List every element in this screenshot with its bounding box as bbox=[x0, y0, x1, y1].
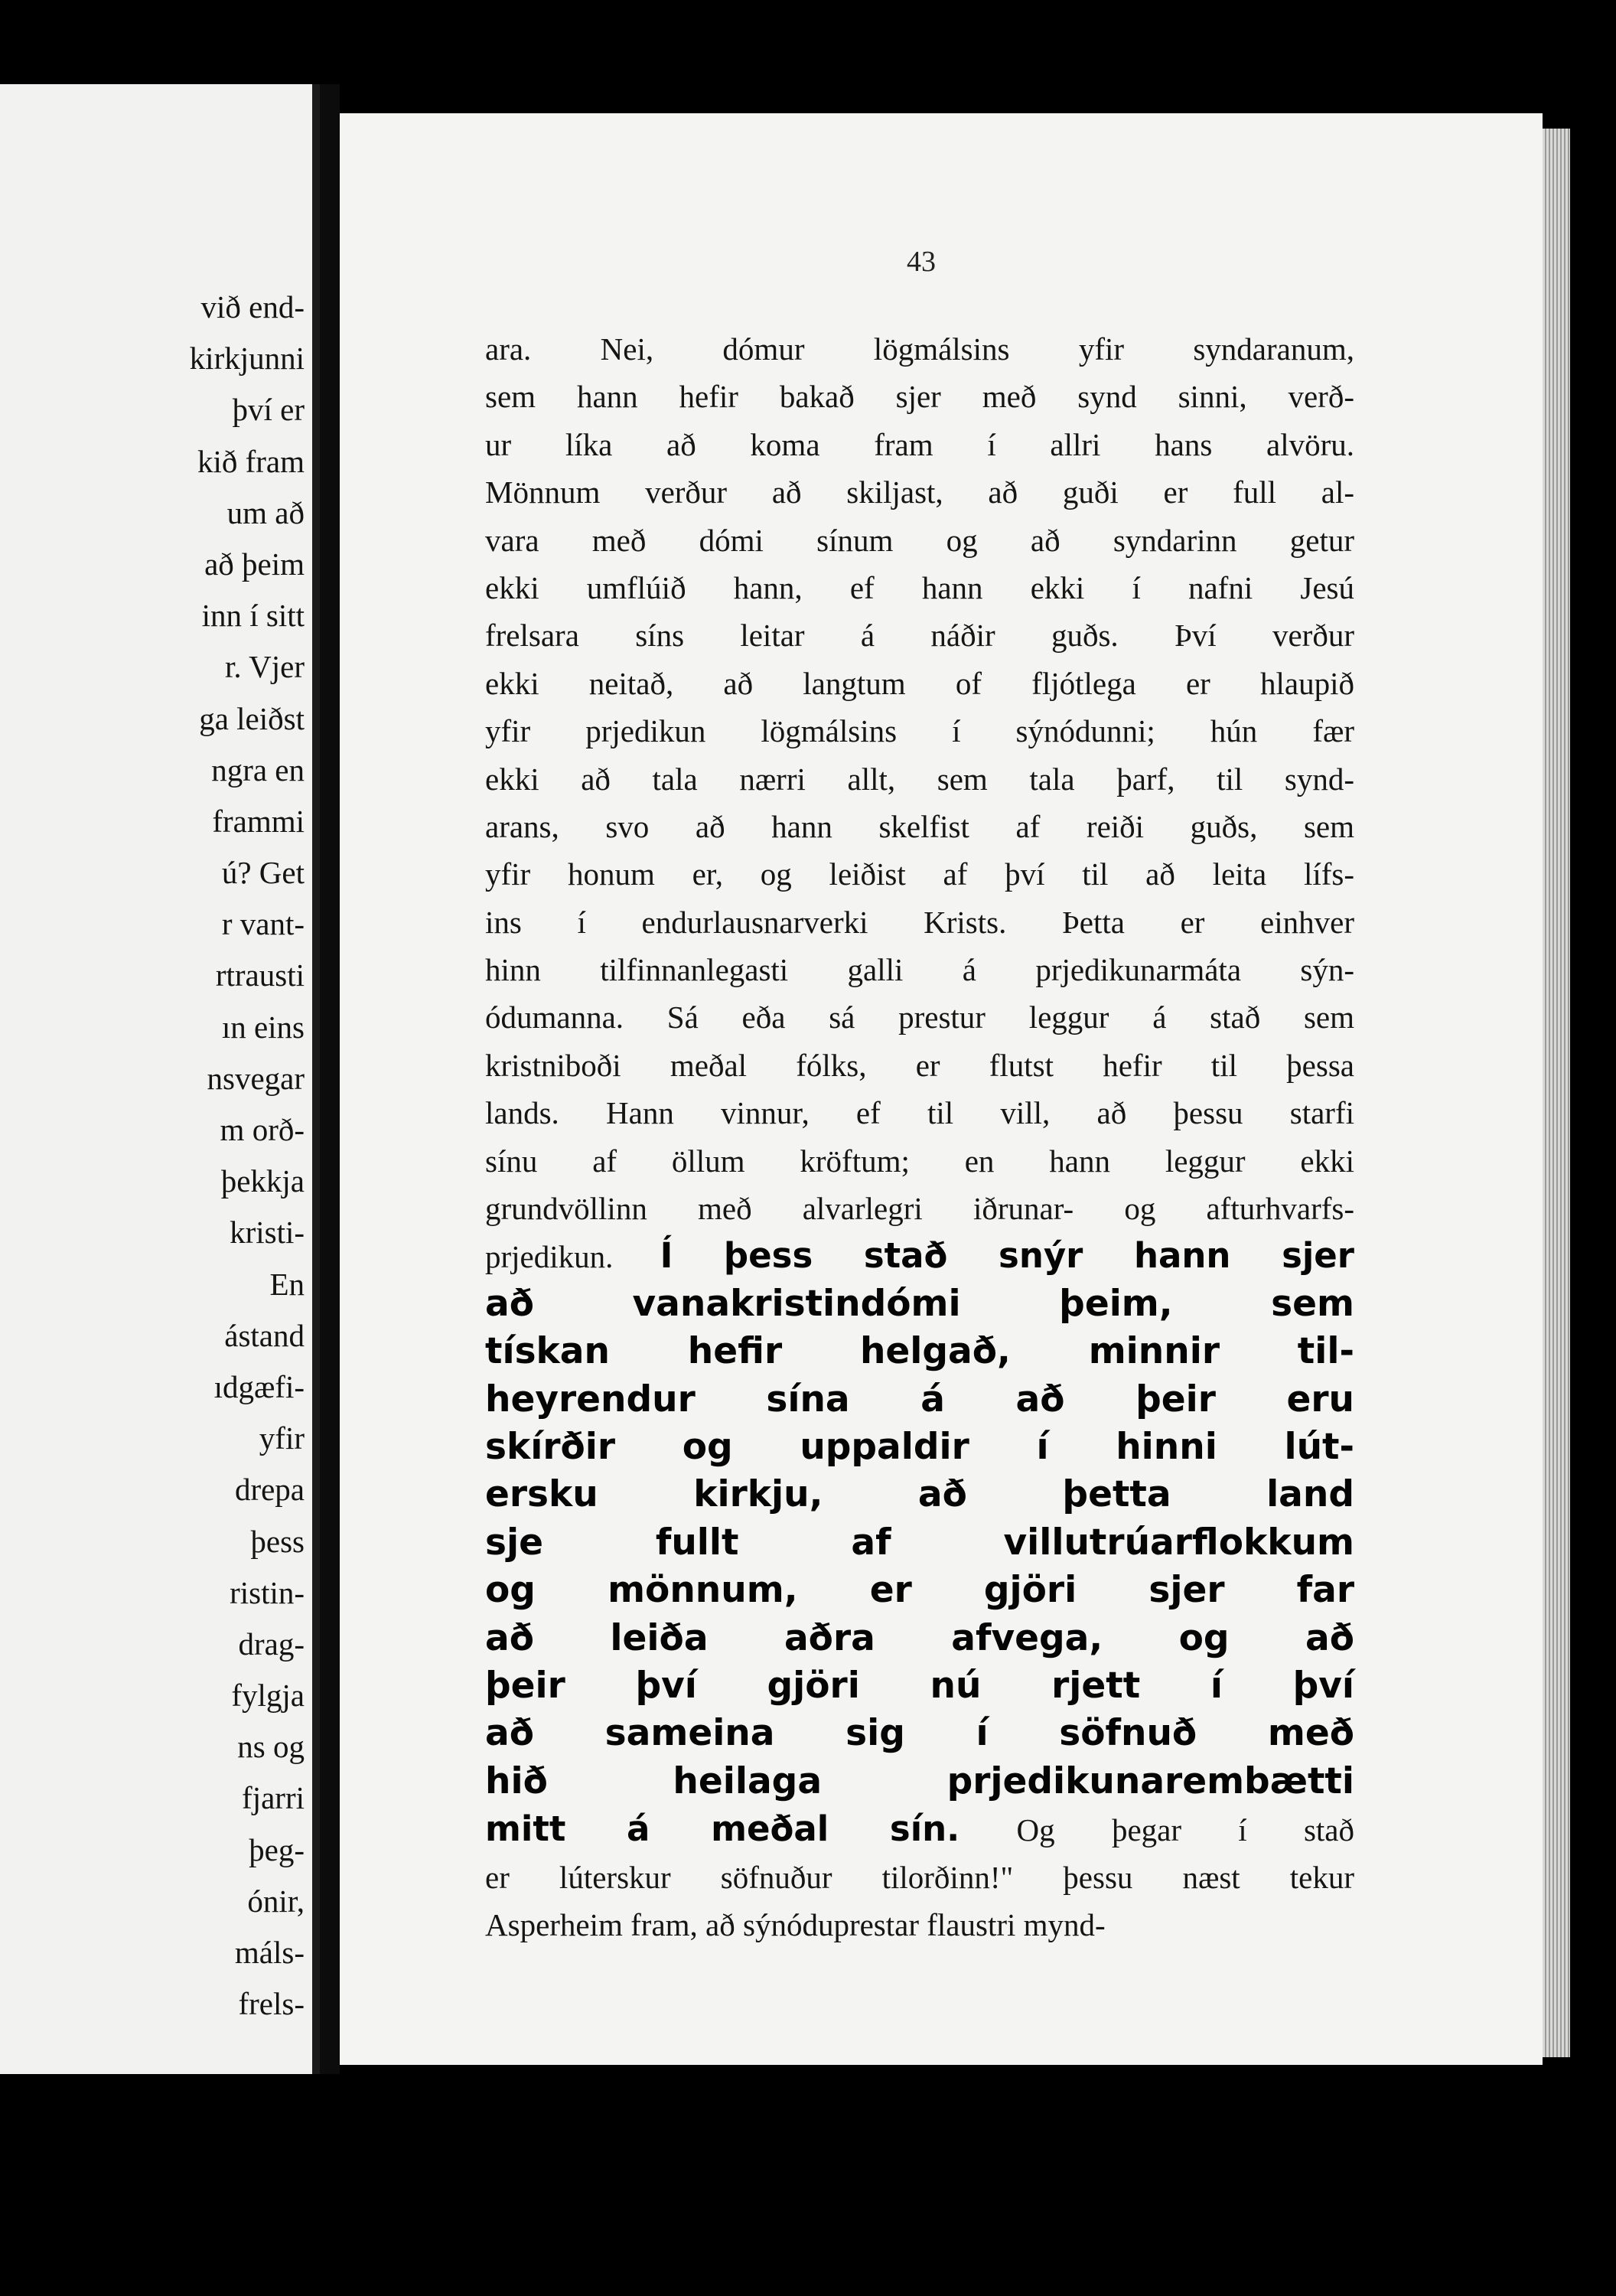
text-line bbox=[485, 850, 1354, 898]
previous-page-line: ngra en bbox=[211, 752, 305, 788]
text-span: arans, svo að hann skelfist af reiði guðs, sem bbox=[485, 808, 1354, 844]
previous-page-line: frammi bbox=[212, 803, 305, 839]
previous-page-line: þess bbox=[250, 1523, 305, 1559]
text-span: frelsara síns leitar á náðir guðs. Því verður bbox=[485, 618, 1354, 654]
text-line bbox=[485, 1042, 1354, 1089]
page-body-text bbox=[485, 325, 1354, 1949]
previous-page-line: m orð- bbox=[220, 1112, 305, 1147]
previous-page-line: þekkja bbox=[220, 1163, 305, 1199]
text-line: ersku kirkju, að þetta land bbox=[485, 1473, 1354, 1516]
previous-page-line: fylgja bbox=[231, 1678, 305, 1714]
text-line bbox=[485, 325, 1354, 373]
text-line bbox=[485, 993, 1354, 1041]
text-span: Mönnum verður að skiljast, að guði er full al- bbox=[485, 475, 1354, 510]
page-number: 43 bbox=[907, 246, 936, 278]
text-line bbox=[485, 1185, 1354, 1232]
previous-page-line: þeg- bbox=[249, 1831, 305, 1867]
text-line bbox=[485, 1232, 1354, 1280]
text-line bbox=[485, 468, 1354, 516]
previous-page-line: því er bbox=[232, 392, 305, 428]
text-line: hið heilaga prjedikunarembætti bbox=[485, 1760, 1354, 1802]
text-span: Og þegar í stað bbox=[960, 1812, 1354, 1848]
text-line bbox=[485, 707, 1354, 755]
text-line bbox=[485, 946, 1354, 993]
text-span: sem hann hefir bakað sjer með synd sinni, verð- bbox=[485, 379, 1354, 415]
previous-page-line: við end- bbox=[200, 289, 305, 325]
text-span: kristniboði meðal fólks, er flutst hefir til þessa bbox=[485, 1047, 1354, 1083]
previous-page-line: nsvegar bbox=[207, 1060, 305, 1096]
previous-page-line: ástand bbox=[224, 1317, 305, 1353]
text-span: yfir prjedikun lögmálsins í sýnódunni; hún fær bbox=[485, 713, 1354, 749]
text-span: ins í endurlausnarverki Krists. Þetta er einhver bbox=[485, 904, 1354, 940]
text-line bbox=[485, 1089, 1354, 1137]
text-line: og mönnum, er gjöri sjer far bbox=[485, 1569, 1354, 1612]
text-span: prjedikun. bbox=[485, 1239, 660, 1275]
previous-page-line: kristi- bbox=[230, 1215, 305, 1251]
text-line bbox=[485, 755, 1354, 803]
text-line bbox=[485, 660, 1354, 707]
previous-page-line: inn í sitt bbox=[201, 598, 305, 634]
previous-page-line: drepa bbox=[234, 1472, 305, 1508]
previous-page-line: ristin- bbox=[230, 1574, 305, 1610]
text-line bbox=[485, 1854, 1354, 1901]
text-line bbox=[485, 564, 1354, 612]
emphasized-text-span: Í þess stað snýr hann sjer bbox=[660, 1235, 1354, 1277]
previous-page-line: r. Vjer bbox=[224, 649, 305, 685]
text-span: yfir honum er, og leiðist af því til að leita lífs- bbox=[485, 856, 1354, 892]
text-line bbox=[485, 612, 1354, 659]
text-line bbox=[485, 1137, 1354, 1185]
previous-page-line: ın eins bbox=[221, 1009, 305, 1045]
text-span: ekki að tala nærri allt, sem tala þarf, til synd- bbox=[485, 761, 1354, 797]
text-line bbox=[485, 899, 1354, 946]
previous-page-text bbox=[0, 282, 305, 2030]
previous-page-line: drag- bbox=[238, 1626, 305, 1662]
text-span: hinn tilfinnanlegasti galli á prjedikunarmáta sýn- bbox=[485, 952, 1354, 988]
book-gutter bbox=[320, 84, 340, 2074]
text-line bbox=[485, 421, 1354, 468]
previous-page-line: að þeim bbox=[204, 546, 305, 582]
text-line: tískan hefir helgað, minnir til- bbox=[485, 1330, 1354, 1373]
text-line bbox=[485, 1901, 1354, 1949]
text-line bbox=[485, 1805, 1354, 1853]
previous-page-line: ns og bbox=[237, 1729, 305, 1765]
text-line: að leiða aðra afvega, og að bbox=[485, 1616, 1354, 1659]
text-line: heyrendur sína á að þeir eru bbox=[485, 1378, 1354, 1420]
page-edges bbox=[1543, 129, 1570, 2057]
previous-page-line: ıdgæfi- bbox=[213, 1368, 305, 1404]
previous-page-line: kið fram bbox=[197, 443, 305, 479]
text-line: skírðir og uppaldir í hinni lút- bbox=[485, 1425, 1354, 1468]
text-line: að sameina sig í söfnuð með bbox=[485, 1712, 1354, 1755]
emphasized-text-span: mitt á meðal sín. bbox=[485, 1808, 960, 1850]
text-span: vara með dómi sínum og að syndarinn getur bbox=[485, 522, 1354, 558]
text-span: ódumanna. Sá eða sá prestur leggur á stað sem bbox=[485, 1000, 1354, 1035]
text-line bbox=[485, 517, 1354, 564]
text-span: lands. Hann vinnur, ef til vill, að þessu starfi bbox=[485, 1095, 1354, 1131]
text-line: að vanakristindómi þeim, sem bbox=[485, 1282, 1354, 1325]
text-span: ekki neitað, að langtum of fljótlega er hlaupið bbox=[485, 665, 1354, 701]
text-span: er lúterskur söfnuður tilorðinn!" þessu næst tekur bbox=[485, 1859, 1354, 1895]
previous-page-line: r vant- bbox=[221, 906, 305, 942]
previous-page-line: kirkjunni bbox=[189, 341, 305, 377]
previous-page-line: ga leiðst bbox=[199, 700, 305, 736]
text-line bbox=[485, 803, 1354, 850]
previous-page-line: fjarri bbox=[242, 1780, 305, 1816]
previous-page-line: ú? Get bbox=[221, 855, 305, 891]
text-line: þeir því gjöri nú rjett í því bbox=[485, 1664, 1354, 1707]
previous-page-line: um að bbox=[226, 494, 305, 530]
previous-page-line: En bbox=[269, 1266, 305, 1302]
previous-page-line: ónir, bbox=[247, 1883, 305, 1919]
text-span: Asperheim fram, að sýnóduprestar flaustri mynd- bbox=[485, 1906, 1106, 1942]
previous-page-line: rtrausti bbox=[215, 957, 305, 993]
text-line: sje fullt af villutrúarflokkum bbox=[485, 1521, 1354, 1564]
text-line bbox=[485, 373, 1354, 420]
previous-page bbox=[0, 84, 320, 2074]
text-span: ara. Nei, dómur lögmálsins yfir syndaranum, bbox=[485, 331, 1354, 367]
text-span: sínu af öllum kröftum; en hann leggur ekki bbox=[485, 1143, 1354, 1179]
previous-page-line: máls- bbox=[234, 1935, 305, 1970]
text-span: grundvöllinn með alvarlegri iðrunar- og afturhvarfs- bbox=[485, 1191, 1354, 1227]
previous-page-line: yfir bbox=[259, 1420, 305, 1456]
text-span: ekki umflúið hann, ef hann ekki í nafni Jesú bbox=[485, 569, 1354, 605]
previous-page-line: frels- bbox=[238, 1986, 305, 2022]
text-span: ur líka að koma fram í allri hans alvöru. bbox=[485, 426, 1354, 462]
